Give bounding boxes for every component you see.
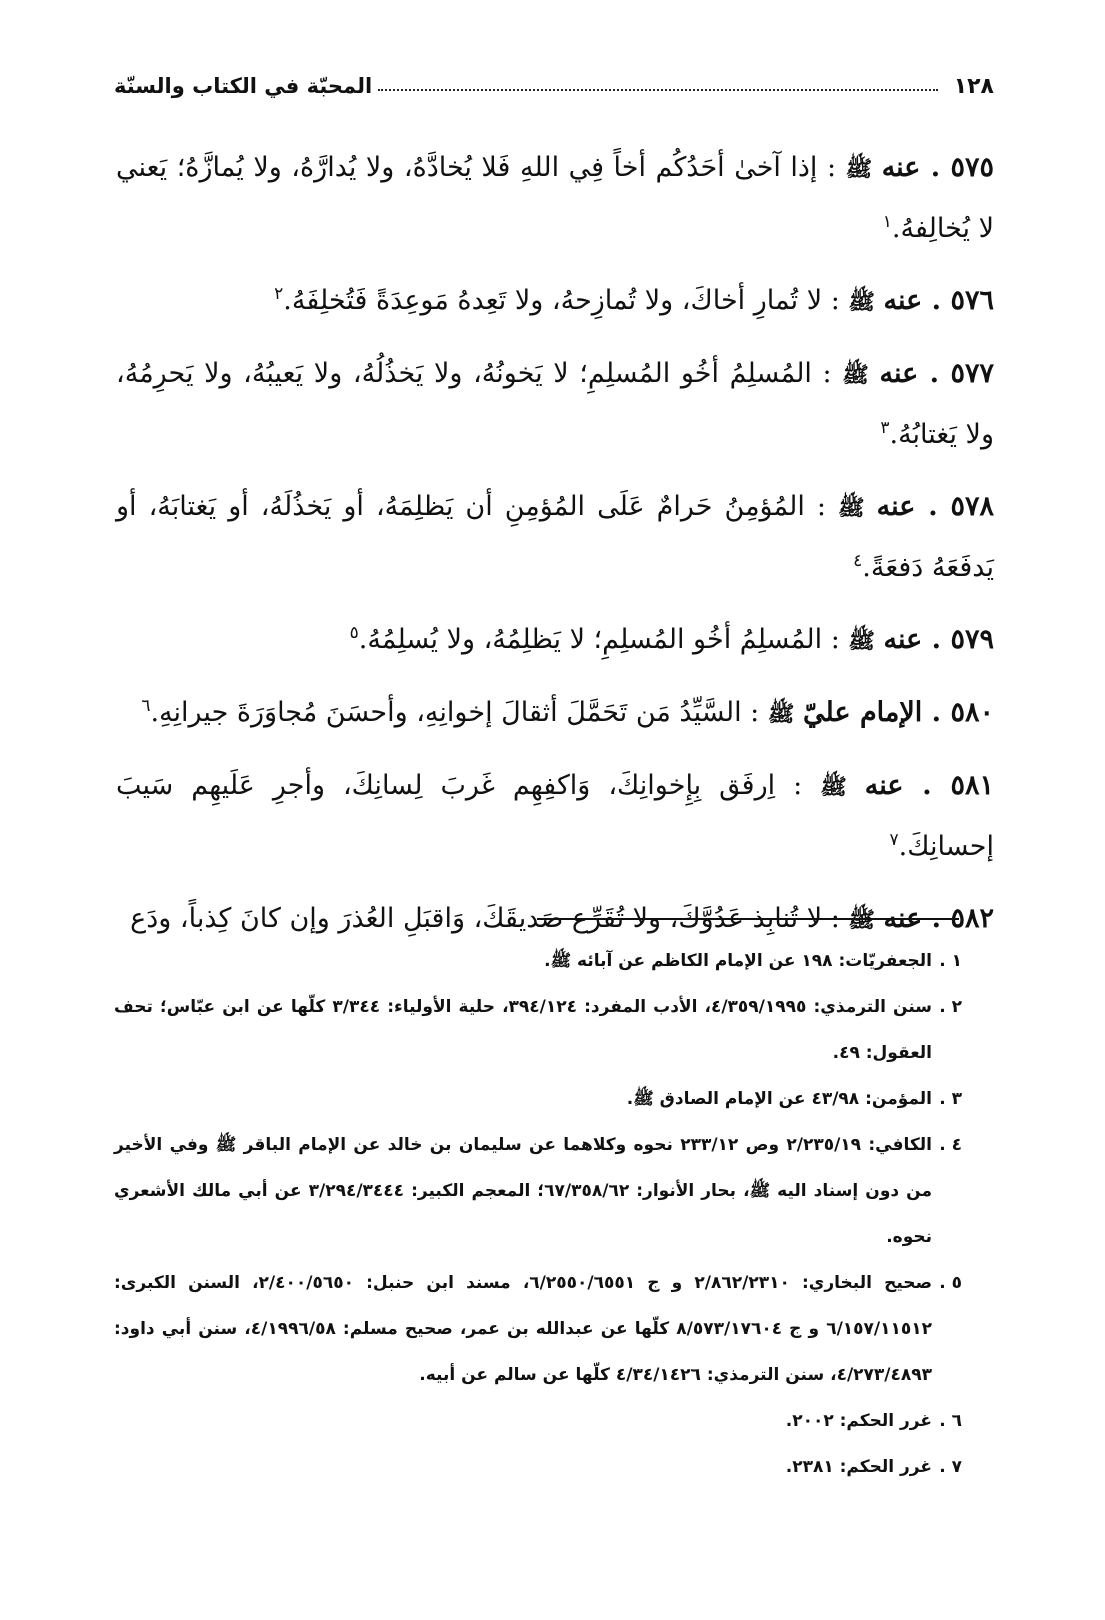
honorific-mark: ﷺ: [838, 495, 865, 521]
footnote: [114, 984, 962, 1076]
footnote-number: ٢ .: [939, 997, 962, 1017]
footnote-ref: ٥: [349, 623, 359, 643]
hadith-text: اِرفَق بِإِخوانِكَ، وَاكفِهِم غَربَ لِسانِكَ، وأجرِ عَلَيهِم سَيبَ إحسانِكَ.: [116, 770, 994, 862]
honorific-mark: ﷺ: [848, 628, 875, 654]
hadith-entry: ٥٧٩ . عنه ﷺ : المُسلِمُ أخُو المُسلِمِ؛ لا يَظلِمُهُ، ولا يُسلِمُهُ.$^٥$: [349, 623, 994, 655]
hadith-entry: ٥٧٧ . عنه ﷺ : المُسلِمُ أخُو المُسلِمِ؛ لا يَخونُهُ، ولا يَخذُلُهُ، ولا يَعيبُهُ، ولا يَحرِمُهُ، ولا يَغتابُهُ.$^٣$: [116, 358, 994, 450]
footnote: [114, 1444, 962, 1490]
hadith-number: ٥٧٩: [950, 624, 994, 655]
footnote: [114, 1076, 962, 1122]
footnote-number: ٥ .: [939, 1273, 962, 1293]
hadith-text: إذا آخىٰ أحَدُكُم أخاً فِي اللهِ فَلا يُخادَّهُ، ولا يُدارَّهُ، ولا يُمازَّهُ؛ يَعني لا يُخالِفهُ.: [116, 152, 994, 244]
hadith-text: المُؤمِنُ حَرامٌ عَلَى المُؤمِنِ أن يَظلِمَهُ، أو يَخذُلَهُ، أو يَغتابَهُ، أو يَدفَعَهُ دَفعَةً.: [116, 491, 994, 583]
footnote-text: المؤمن: ٤٣/٩٨ عن الإمام الصادق ﷺ.: [626, 1089, 932, 1109]
footnote-ref: ٣: [880, 418, 890, 438]
hadith-narrator: عنه: [864, 770, 904, 801]
footnote-text: سنن الترمذي: ٤/٣٥٩/١٩٩٥، الأدب المفرد: ٣٩٤/١٢٤، حلية الأولياء: ٣/٣٤٤ كلّها عن ابن عبّاس؛ تحف العقول: ٤٩.: [114, 997, 932, 1063]
hadith-text: المُسلِمُ أخُو المُسلِمِ؛ لا يَظلِمُهُ، ولا يُسلِمُهُ.: [358, 624, 823, 655]
hadith-entry: ٥٨٠ . الإمام عليّ ﷺ : السَّيِّدُ مَن تَحَمَّلَ أثقالَ إخوانِهِ، وأحسَنَ مُجاوَرَةَ جيرانِهِ.$^٦$: [141, 696, 994, 728]
hadith-entry: ٥٨٢ . عنه ﷺ : لا تُنابِذ عَدُوَّكَ، ولا تُقَرِّع صَديقَكَ، وَاقبَلِ العُذرَ وإن كانَ كِذباً، ودَع: [130, 903, 994, 934]
book-title: المحبّة في الكتاب والسنّة: [114, 74, 373, 98]
honorific-mark: ﷺ: [842, 362, 869, 388]
running-header: [114, 66, 994, 106]
hadith-narrator: عنه: [879, 358, 919, 389]
footnote-ref: ٧: [889, 830, 899, 850]
footnote: [114, 1398, 962, 1444]
footnote-text: صحيح البخاري: ٢/٨٦٢/٢٣١٠ و ج ٦/٢٥٥٠/٦٥٥١، مسند ابن حنبل: ٢/٤٠٠/٥٦٥٠، السنن الكبرى: ٦/١٥٧/١١٥١٢ و ج ٨/٥٧٣/١٧٦٠٤ كلّها عن عبدالله بن عمر، صحيح مسلم: ٤/١٩٩٦/٥٨، سنن أبي داود: ٤/٢٧٣/٤٨٩٣، سنن الترمذي: ٤/٣٤/١٤٢٦ كلّها عن سالم عن أبيه.: [114, 1273, 932, 1385]
hadith-number: ٥٧٥: [950, 152, 995, 183]
footnote-text: غرر الحكم: ٢٠٠٢.: [785, 1411, 932, 1431]
hadith-number: ٥٨٠: [950, 697, 994, 728]
footnote-ref: ٢: [274, 284, 284, 304]
honorific-mark: ﷺ: [848, 289, 875, 315]
footnotes-section: [114, 938, 962, 1490]
hadith-list: [116, 138, 994, 962]
hadith-narrator: الإمام عليّ: [803, 697, 923, 728]
footnote-separator: [537, 918, 959, 920]
footnote-number: ١ .: [939, 951, 962, 971]
honorific-mark: ﷺ: [848, 907, 875, 933]
page-number: ١٢٨: [953, 73, 994, 99]
hadith-number: ٥٨١: [950, 770, 994, 801]
honorific-mark: ﷺ: [767, 701, 795, 727]
hadith-entry: ٥٧٦ . عنه ﷺ : لا تُمارِ أخاكَ، ولا تُمازِحهُ، ولا تَعِدهُ مَوعِدَةً فَتُخلِفَهُ.$^٢$: [274, 284, 994, 316]
footnote-text: غرر الحكم: ٢٣٨١.: [785, 1457, 932, 1477]
hadith-text: لا تُمارِ أخاكَ، ولا تُمازِحهُ، ولا تَعِدهُ مَوعِدَةً فَتُخلِفَهُ.: [283, 285, 823, 316]
honorific-mark: ﷺ: [820, 774, 847, 800]
hadith-narrator: عنه: [883, 285, 923, 316]
header-dotted-leader: [378, 89, 937, 91]
footnote: [114, 938, 962, 984]
hadith-narrator: عنه: [876, 491, 916, 522]
hadith-text: المُسلِمُ أخُو المُسلِمِ؛ لا يَخونُهُ، ولا يَخذُلُهُ، ولا يَعيبُهُ، ولا يَحرِمُهُ، ولا يَغتابُهُ.: [116, 358, 994, 450]
hadith-narrator: عنه: [881, 152, 921, 183]
footnote: [114, 1122, 962, 1260]
hadith-entry: ٥٧٥ . عنه ﷺ : إذا آخىٰ أحَدُكُم أخاً فِي اللهِ فَلا يُخادَّهُ، ولا يُدارَّهُ، ولا يُمازَّهُ؛ يَعني لا يُخالِفهُ.$^١$: [116, 152, 995, 244]
footnote-ref: ٤: [853, 551, 863, 571]
honorific-mark: ﷺ: [845, 156, 873, 182]
hadith-number: ٥٧٨: [950, 491, 994, 522]
hadith-number: ٥٨٢: [950, 903, 994, 934]
hadith-entry: ٥٨١ . عنه ﷺ : اِرفَق بِإِخوانِكَ، وَاكفِهِم غَربَ لِسانِكَ، وأجرِ عَلَيهِم سَيبَ إحسانِكَ.$^٧$: [116, 770, 994, 862]
hadith-text: لا تُنابِذ عَدُوَّكَ، ولا تُقَرِّع صَديقَكَ، وَاقبَلِ العُذرَ وإن كانَ كِذباً، ودَع: [130, 903, 823, 934]
hadith-number: ٥٧٦: [950, 285, 994, 316]
hadith-narrator: عنه: [883, 903, 923, 934]
hadith-narrator: عنه: [883, 624, 923, 655]
hadith-text: السَّيِّدُ مَن تَحَمَّلَ أثقالَ إخوانِهِ، وأحسَنَ مُجاوَرَةَ جيرانِهِ.: [150, 697, 742, 728]
footnote: [114, 1260, 962, 1398]
hadith-entry: ٥٧٨ . عنه ﷺ : المُؤمِنُ حَرامٌ عَلَى المُؤمِنِ أن يَظلِمَهُ، أو يَخذُلَهُ، أو يَغتابَهُ، أو يَدفَعَهُ دَفعَةً.$^٤$: [116, 491, 994, 583]
footnote-number: ٧ .: [939, 1457, 962, 1477]
footnote-number: ٦ .: [939, 1411, 962, 1431]
footnote-ref: ١: [882, 212, 892, 232]
footnote-ref: ٦: [141, 696, 151, 716]
footnote-number: ٤ .: [939, 1135, 962, 1155]
footnote-text: الجعفريّات: ١٩٨ عن الإمام الكاظم عن آبائه ﷺ.: [544, 951, 932, 971]
footnote-text: الكافي: ٢/٢٣٥/١٩ وص ٢٣٣/١٢ نحوه وكلاهما عن سليمان بن خالد عن الإمام الباقر ﷺ وفي الأخير من دون إسناد اليه ﷺ، بحار الأنوار: ٦٧/٣٥٨/٦٢؛ المعجم الكبير: ٣/٢٩٤/٣٤٤٤ عن أبي مالك الأشعري نحوه.: [114, 1135, 932, 1247]
footnote-number: ٣ .: [939, 1089, 962, 1109]
hadith-number: ٥٧٧: [950, 358, 994, 389]
